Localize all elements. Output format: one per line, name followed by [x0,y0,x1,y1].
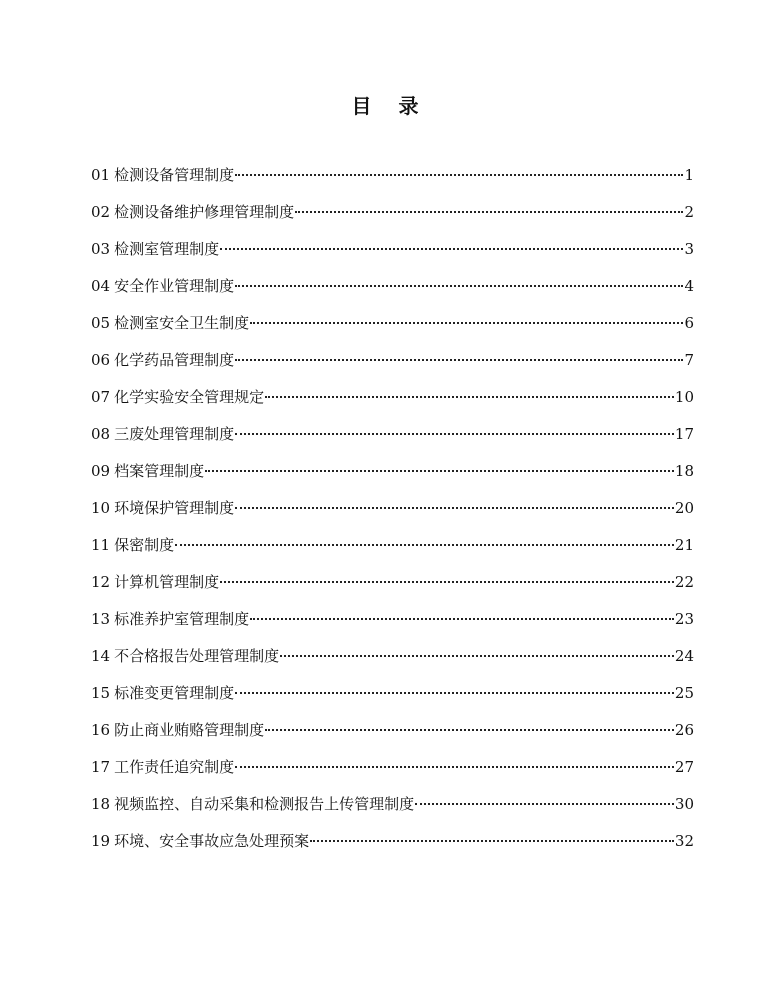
toc-entry[interactable] [91,571,694,608]
toc-entry[interactable] [91,460,694,497]
toc-dot-leader [235,285,683,287]
toc-entry-title: 标准变更管理制度 [114,684,235,702]
toc-dot-leader [415,803,674,805]
toc-dot-leader [175,544,674,546]
toc-entry-number: 11 [91,536,111,554]
toc-entry[interactable] [91,608,694,645]
toc-entry[interactable] [91,312,694,349]
toc-dot-leader [295,211,683,213]
toc-entry-number: 08 [91,425,111,443]
toc-dot-leader [235,433,674,435]
toc-entry-page-number: 22 [674,573,694,591]
toc-entry-page-number: 30 [674,795,694,813]
toc-entry-title: 不合格报告处理管理制度 [114,647,280,665]
toc-entry[interactable] [91,423,694,460]
toc-entry[interactable] [91,497,694,534]
toc-entry-number: 04 [91,277,111,295]
toc-dot-leader [220,248,683,250]
toc-entry-number: 18 [91,795,111,813]
toc-entry-number: 14 [91,647,111,665]
toc-entry-number: 15 [91,684,111,702]
toc-dot-leader [235,359,683,361]
toc-entry-number: 01 [91,166,111,184]
toc-entry-number: 17 [91,758,111,776]
toc-entry-title: 环境保护管理制度 [114,499,235,517]
toc-entry-title: 安全作业管理制度 [114,277,235,295]
toc-entry-page-number: 4 [684,277,694,295]
toc-entry-title: 化学药品管理制度 [114,351,235,369]
toc-entry-page-number: 7 [684,351,694,369]
toc-entry[interactable] [91,719,694,756]
toc-entry-page-number: 6 [684,314,694,332]
toc-entry-number: 09 [91,462,111,480]
toc-entry-title: 工作责任追究制度 [114,758,235,776]
toc-entry-number: 07 [91,388,111,406]
toc-dot-leader [235,507,674,509]
toc-entry-page-number: 18 [674,462,694,480]
toc-entry-title: 化学实验安全管理规定 [114,388,265,406]
toc-entry-number: 02 [91,203,111,221]
toc-entry-page-number: 10 [674,388,694,406]
toc-entry-title: 计算机管理制度 [114,573,220,591]
toc-dot-leader [250,618,674,620]
toc-entry[interactable] [91,386,694,423]
toc-entry[interactable] [91,349,694,386]
toc-entry-page-number: 20 [674,499,694,517]
toc-entry-page-number: 3 [684,240,694,258]
toc-dot-leader [265,396,674,398]
toc-entry-page-number: 27 [674,758,694,776]
toc-entry-page-number: 26 [674,721,694,739]
toc-entry-title: 检测室安全卫生制度 [114,314,250,332]
toc-entry-title: 检测设备维护修理管理制度 [114,203,295,221]
toc-entry-page-number: 23 [674,610,694,628]
toc-entry-title: 保密制度 [114,536,175,554]
toc-entry-title: 三废处理管理制度 [114,425,235,443]
toc-entry[interactable] [91,534,694,571]
toc-entry[interactable] [91,793,694,830]
toc-entry-title: 环境、安全事故应急处理预案 [114,832,310,850]
toc-entry-number: 12 [91,573,111,591]
toc-entry-number: 13 [91,610,111,628]
toc-entry-page-number: 25 [674,684,694,702]
toc-dot-leader [265,729,674,731]
toc-entry-page-number: 17 [674,425,694,443]
toc-entry[interactable] [91,201,694,238]
toc-entry-title: 检测室管理制度 [114,240,220,258]
toc-entry-page-number: 1 [684,166,694,184]
toc-entry[interactable] [91,238,694,275]
toc-entry-number: 05 [91,314,111,332]
toc-entry-title: 档案管理制度 [114,462,205,480]
toc-entry-number: 03 [91,240,111,258]
toc-dot-leader [280,655,674,657]
toc-entry[interactable] [91,275,694,312]
toc-entry[interactable] [91,830,694,867]
toc-entry-title: 检测设备管理制度 [114,166,235,184]
toc-entry-number: 16 [91,721,111,739]
toc-entry-page-number: 21 [674,536,694,554]
toc-dot-leader [235,174,683,176]
toc-entry-number: 10 [91,499,111,517]
toc-dot-leader [235,766,674,768]
toc-entry-page-number: 32 [674,832,694,850]
toc-entry-page-number: 24 [674,647,694,665]
page-title: 目 录 [351,94,429,118]
toc-entry[interactable] [91,682,694,719]
toc-entry-title: 视频监控、自动采集和检测报告上传管理制度 [114,795,415,813]
toc-entry-title: 防止商业贿赂管理制度 [114,721,265,739]
toc-dot-leader [310,840,674,842]
toc-entry-title: 标准养护室管理制度 [114,610,250,628]
toc-entry[interactable] [91,645,694,682]
table-of-contents [91,164,694,867]
toc-dot-leader [250,322,683,324]
toc-dot-leader [235,692,674,694]
toc-entry-number: 19 [91,832,111,850]
toc-entry[interactable] [91,756,694,793]
toc-entry[interactable] [91,164,694,201]
toc-entry-page-number: 2 [684,203,694,221]
toc-entry-number: 06 [91,351,111,369]
toc-dot-leader [205,470,674,472]
toc-dot-leader [220,581,674,583]
